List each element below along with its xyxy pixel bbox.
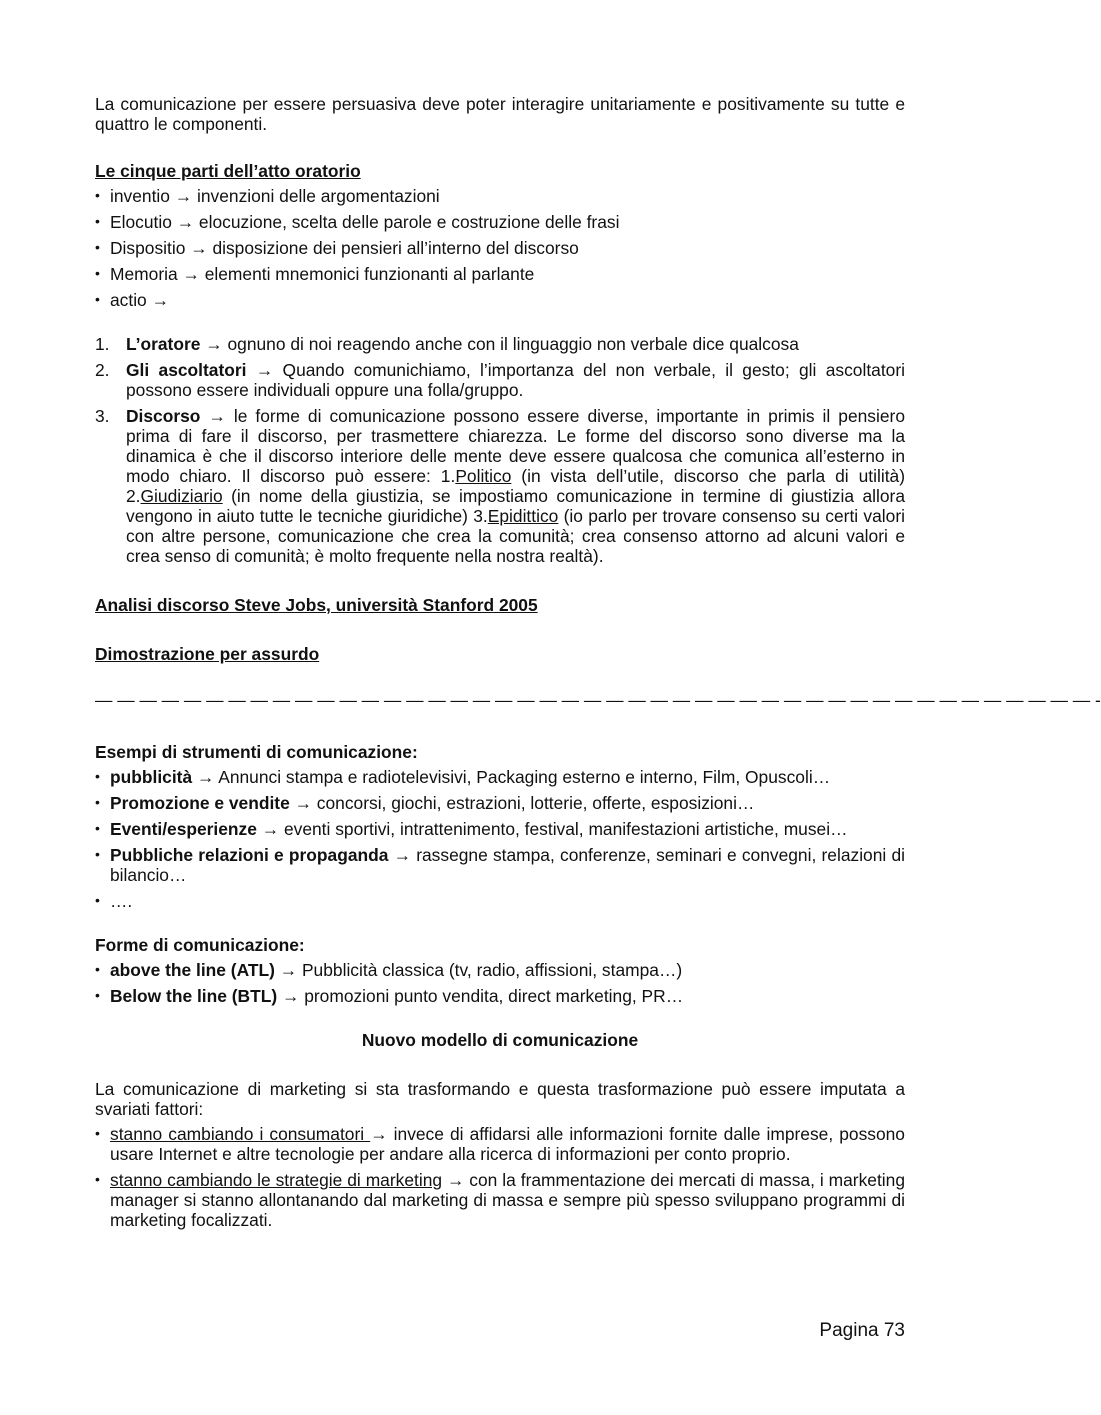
item-label: L’oratore (126, 334, 201, 354)
list-item-ascoltatori (95, 360, 905, 400)
forme-list (95, 960, 905, 1006)
term-giudiziario: Giudiziario (140, 486, 223, 506)
forme-heading: Forme di comunicazione: (95, 935, 305, 955)
item-label: stanno cambiando le strategie di marketing (110, 1170, 443, 1190)
nuovo-list (95, 1124, 905, 1230)
item-text: → con la frammentazione dei mercati di massa, i marketing manager si stanno allontanando dal marketing di massa e sempre più spesso sviluppano programmi di marketing focalizzati. (110, 1170, 906, 1230)
list-item-oratore (95, 334, 905, 354)
term-politico: Politico (455, 466, 512, 486)
item-text: → invece di affidarsi alle informazioni fornite dalle imprese, possono usare Internet e altre tecnologie per andare alla ricerca di informazioni per conto proprio. (110, 1124, 905, 1164)
strumenti-heading: Esempi di strumenti di comunicazione: (95, 742, 418, 762)
item-text: → Annunci stampa e radiotelevisivi, Packaging esterno e interno, Film, Opuscoli… (192, 767, 831, 787)
item-text: → rassegne stampa, conferenze, seminari e convegni, relazioni di bilancio… (110, 845, 905, 885)
item-label: Pubbliche relazioni e propaganda (110, 845, 389, 865)
item-label: Gli ascoltatori (126, 360, 247, 380)
list-item: • Memoria → elementi mnemonici funzionanti al parlante (95, 264, 905, 284)
list-item-discorso (95, 406, 905, 566)
item-text: …. (110, 891, 133, 911)
list-item: • inventio → invenzioni delle argomentazioni (95, 186, 905, 206)
item-text: → Pubblicità classica (tv, radio, affissioni, stampa…) (274, 960, 683, 980)
list-number: 1. (95, 334, 110, 354)
item-label: Promozione e vendite (110, 793, 290, 813)
item-text: → Quando comunichiamo, l’importanza del non verbale, il gesto; gli ascoltatori possono essere individuali oppure una folla/gruppo. (126, 360, 905, 400)
list-item (95, 819, 905, 839)
list-item (95, 1124, 905, 1164)
strumenti-list (95, 767, 905, 911)
item-text: → ognuno di noi reagendo anche con il linguaggio non verbale dice qualcosa (200, 334, 799, 354)
item-label: stanno cambiando i consumatori (110, 1124, 371, 1144)
item-text: → le forme di comunicazione possono essere diverse, importante in primis il pensiero prima di fare il discorso, per trasmettere chiarezza. Le forme del discorso sono diverse ma la dinamica è che il discorso interiore delle mente deve essere qualcosa che comunica all’esterno in modo chiaro. Il discorso può essere: 1. (126, 406, 905, 486)
item-text: → promozioni punto vendita, direct marketing, PR… (277, 986, 684, 1006)
list-item (95, 845, 905, 885)
document-page (95, 94, 1101, 1236)
list-number: 3. (95, 406, 110, 426)
item-label: above the line (ATL) (110, 960, 275, 980)
list-item: • Elocutio → elocuzione, scelta delle parole e costruzione delle frasi (95, 212, 905, 232)
heading-jobs: Analisi discorso Steve Jobs, università Stanford 2005 (95, 595, 538, 615)
list-item (95, 767, 905, 787)
nuovo-intro: La comunicazione di marketing si sta trasformando e questa trasformazione può essere imputata a svariati fattori: (95, 1079, 905, 1119)
list-number: 2. (95, 360, 110, 380)
numbered-list (95, 334, 905, 566)
list-item (95, 1170, 905, 1230)
heading-assurdo: Dimostrazione per assurdo (95, 644, 320, 664)
list-item (95, 986, 905, 1006)
list-item: • actio → (95, 290, 905, 310)
divider-line: — — — — — — — — — — — — — — — — — — — — — — — — — — — — — — — — — — — — — — — — — — — — — - (95, 690, 1101, 710)
item-label: pubblicità (110, 767, 193, 787)
item-text: → concorsi, giochi, estrazioni, lotterie, offerte, esposizioni… (289, 793, 755, 813)
parts-heading: Le cinque parti dell’atto oratorio (95, 161, 361, 181)
item-label: Discorso (126, 406, 201, 426)
item-text: (in vista dell’utile, discorso che parla di utilità) 2. (126, 466, 905, 506)
item-text: (io parlo per trovare consenso su certi valori con altre persone, comunicazione che crea la comunità; crea consenso attorno ad alcuni valori e crea senso di comunità; è molto frequente nella nostra realtà). (126, 506, 905, 566)
item-text: → eventi sportivi, intrattenimento, festival, manifestazioni artistiche, musei… (256, 819, 848, 839)
parts-list (95, 186, 905, 310)
section-title: Nuovo modello di comunicazione (361, 1030, 639, 1050)
list-item (95, 960, 905, 980)
intro-paragraph: La comunicazione per essere persuasiva deve poter interagire unitariamente e positivamente su tutte e quattro le componenti. (95, 94, 905, 134)
item-label: Below the line (BTL) (110, 986, 278, 1006)
list-item: • Dispositio → disposizione dei pensieri all’interno del discorso (95, 238, 905, 258)
list-item (95, 793, 905, 813)
page-number: Pagina 73 (819, 1320, 905, 1341)
item-text: (in nome della giustizia, se impostiamo comunicazione in termine di giustizia allora vengono in aiuto tutte le tecniche giuridiche) 3. (126, 486, 905, 526)
term-epidittico: Epidittico (487, 506, 559, 526)
list-item (95, 891, 905, 911)
item-label: Eventi/esperienze (110, 819, 257, 839)
